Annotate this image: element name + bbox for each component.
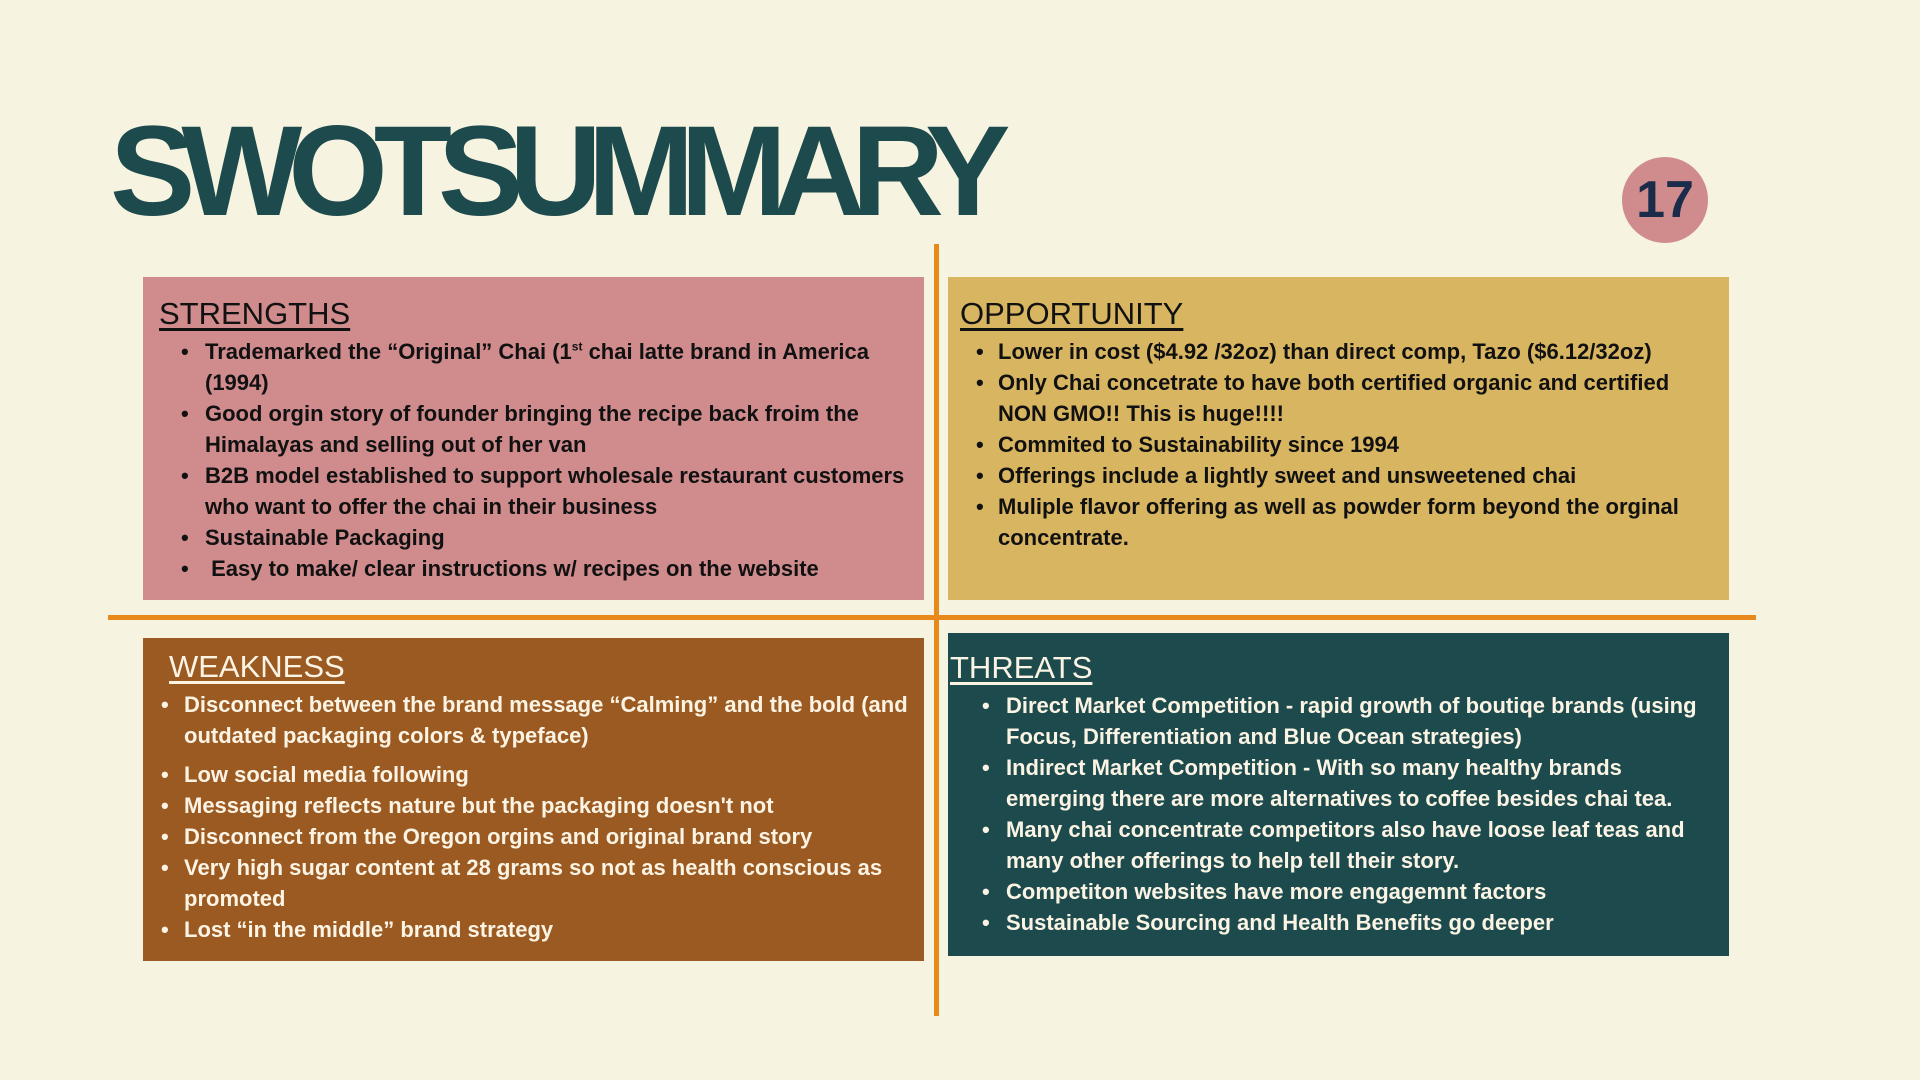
list-item: • Lower in cost ($4.92 /32oz) than direct comp, Tazo ($6.12/32oz): [960, 336, 1719, 367]
list-item: • Disconnect between the brand message “Calming” and the bold (and outdated packaging colors & typeface): [143, 689, 914, 751]
strength-text-before: Trademarked the “Original” Chai (1: [205, 339, 572, 365]
strengths-box: [143, 277, 924, 600]
threats-list: [950, 690, 1719, 938]
list-item: • Offerings include a lightly sweet and unsweetened chai: [960, 460, 1719, 491]
list-item: • Muliple flavor offering as well as powder form beyond the orginal concentrate.: [960, 491, 1719, 553]
list-item: • Competiton websites have more engagemnt factors: [960, 876, 1719, 907]
strength-text-after: chai latte brand in America (1994): [205, 339, 869, 396]
strengths-list: [159, 336, 908, 584]
horizontal-divider: [108, 615, 1756, 620]
list-item: • Good orgin story of founder bringing the recipe back froim the Himalayas and selling out of her van: [159, 398, 908, 460]
weakness-list: [143, 689, 914, 945]
page-number-badge: 17: [1622, 157, 1708, 243]
list-item: • Sustainable Sourcing and Health Benefits go deeper: [960, 907, 1719, 938]
strengths-heading: STRENGTHS: [159, 296, 351, 331]
opportunity-list: [960, 336, 1719, 553]
list-item: • Very high sugar content at 28 grams so not as health conscious as promoted: [143, 852, 914, 914]
list-item: • Only Chai concetrate to have both certified organic and certified NON GMO!! This is huge!!!!: [960, 367, 1719, 429]
list-item: • Messaging reflects nature but the packaging doesn't not: [143, 790, 914, 821]
list-item: [159, 336, 908, 398]
list-item: • B2B model established to support wholesale restaurant customers who want to offer the chai in their business: [159, 460, 908, 522]
list-item: • Commited to Sustainability since 1994: [960, 429, 1719, 460]
opportunity-box: [948, 277, 1729, 600]
list-item: • Lost “in the middle” brand strategy: [143, 914, 914, 945]
strength-superscript: st: [571, 339, 583, 354]
vertical-divider: [934, 244, 939, 1016]
slide-title: SWOTSUMMARY: [110, 100, 997, 243]
threats-box: [948, 633, 1729, 956]
threats-heading: THREATS: [950, 650, 1093, 685]
list-item: • Sustainable Packaging: [159, 522, 908, 553]
list-item: • Many chai concentrate competitors also have loose leaf teas and many other offerings to help tell their story.: [960, 814, 1719, 876]
list-item: • Easy to make/ clear instructions w/ recipes on the website: [159, 553, 908, 584]
list-item: • Direct Market Competition - rapid growth of boutiqe brands (using Focus, Differentiation and Blue Ocean strategies): [960, 690, 1719, 752]
list-item: • Indirect Market Competition - With so many healthy brands emerging there are more alternatives to coffee besides chai tea.: [960, 752, 1719, 814]
weakness-box: [143, 638, 924, 961]
list-item: • Low social media following: [143, 759, 914, 790]
weakness-heading: WEAKNESS: [169, 649, 345, 684]
list-item: • Disconnect from the Oregon orgins and original brand story: [143, 821, 914, 852]
opportunity-heading: OPPORTUNITY: [960, 296, 1184, 331]
